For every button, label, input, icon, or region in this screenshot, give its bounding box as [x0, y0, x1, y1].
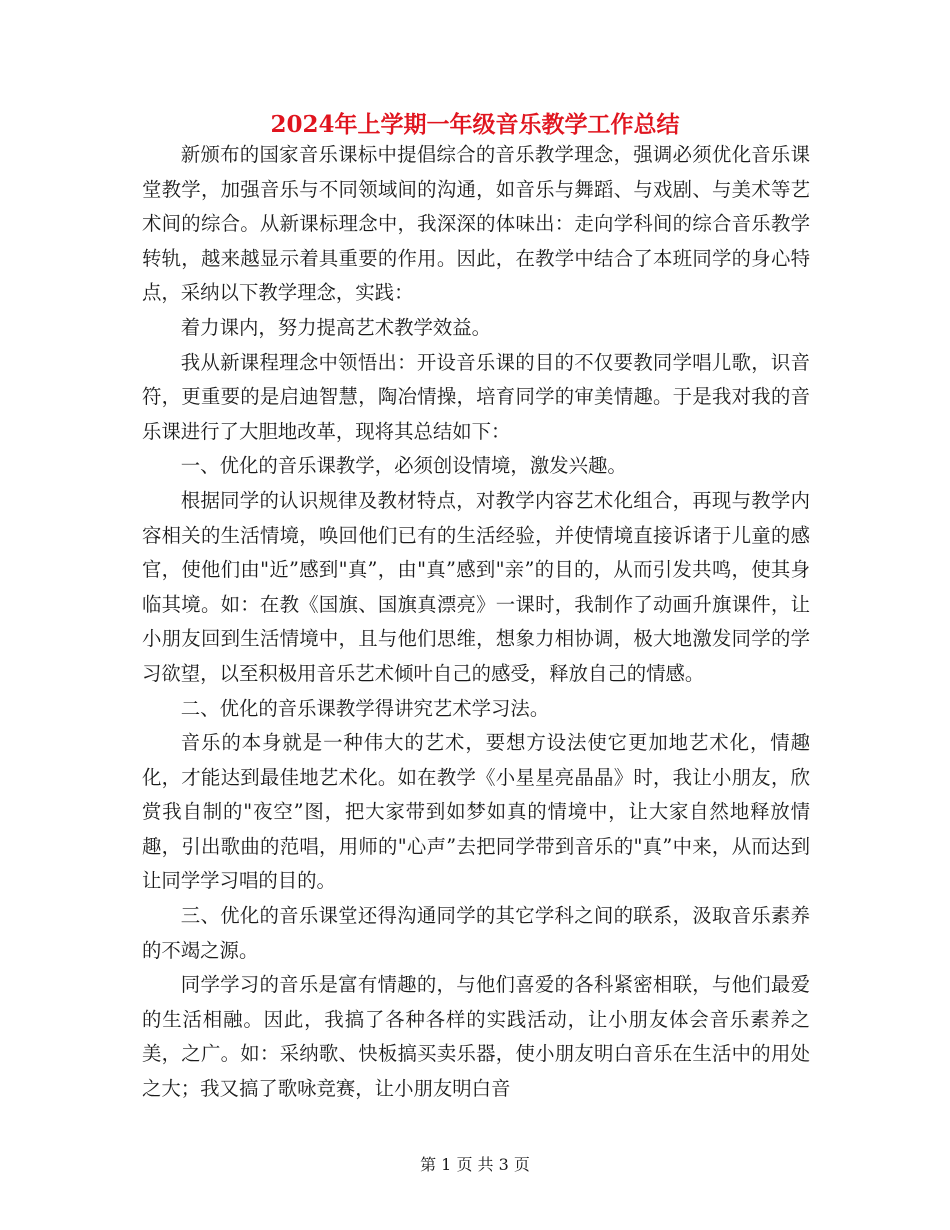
paragraph-insight: 我从新课程理念中领悟出：开设音乐课的目的不仅要教同学唱儿歌，识音符，更重要的是启迪智慧，陶冶情操，培育同学的审美情趣。于是我对我的音乐课进行了大胆地改革，现将其总结如下：	[142, 350, 810, 443]
paragraph-section-3: 同学学习的音乐是富有情趣的，与他们喜爱的各科紧密相联，与他们最爱的生活相融。因此，我搞了各种各样的实践活动，让小朋友体会音乐素养之美，之广。如：采纳歌、快板搞买卖乐器，使小朋友明白音乐在生活中的用处之大；我又搞了歌咏竞赛，让小朋友明白音	[142, 973, 810, 1101]
page-footer: 第 1 页 共 3 页	[420, 1155, 530, 1174]
document-title: 2024年上学期一年级音乐教学工作总结	[270, 111, 680, 138]
section-heading-3: 三、优化的音乐课堂还得沟通同学的其它学科之间的联系，汲取音乐素养的不竭之源。	[142, 904, 810, 962]
paragraph-section-1: 根据同学的认识规律及教材特点，对教学内容艺术化组合，再现与教学内容相关的生活情境，唤回他们已有的生活经验，并使情境直接诉诸于儿童的感官，使他们由"近”感到"真”，由"真”感到"亲”的目的，从而引发共鸣，使其身临其境。如：在教《国旗、国旗真漂亮》一课时，我制作了动画升旗课件，让小朋友回到生活情境中，且与他们思维，想象力相协调，极大地激发同学的学习欲望，以至积极用音乐艺术倾叶自己的感受，释放自己的情感。	[142, 488, 810, 685]
section-heading-2: 二、优化的音乐课教学得讲究艺术学习法。	[180, 696, 550, 720]
document-body	[142, 138, 810, 1107]
paragraph-intro: 新颁布的国家音乐课标中提倡综合的音乐教学理念，强调必须优化音乐课堂教学，加强音乐与不同领域间的沟通，如音乐与舞蹈、与戏剧、与美术等艺术间的综合。从新课标理念中，我深深的体味出：走向学科间的综合音乐教学转轨，越来越显示着具重要的作用。因此，在教学中结合了本班同学的身心特点，采纳以下教学理念，实践：	[142, 143, 810, 305]
section-heading-1: 一、优化的音乐课教学，必须创设情境，激发兴趣。	[180, 454, 627, 478]
paragraph-focus: 着力课内，努力提高艺术教学效益。	[180, 315, 492, 339]
paragraph-section-2: 音乐的本身就是一种伟大的艺术，要想方设法使它更加地艺术化，情趣化，才能达到最佳地艺术化。如在教学《小星星亮晶晶》时，我让小朋友，欣赏我自制的"夜空”图，把大家带到如梦如真的情境中，让大家自然地释放情趣，引出歌曲的范唱，用师的"心声”去把同学带到音乐的"真”中来，从而达到让同学学习唱的目的。	[142, 731, 810, 893]
